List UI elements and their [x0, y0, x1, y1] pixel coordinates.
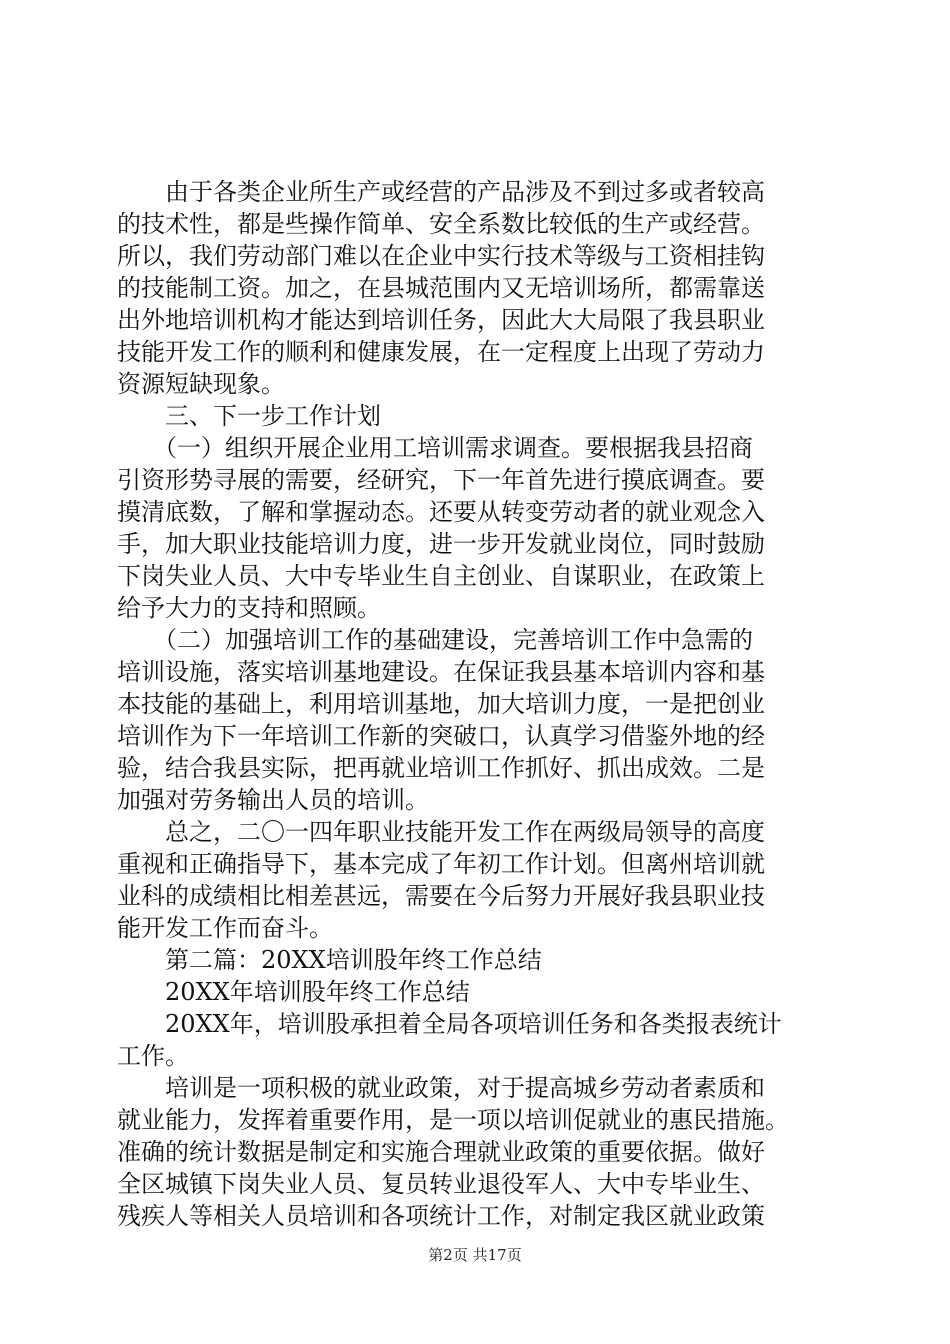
- text-line: 总之，二〇一四年职业技能开发工作在两级局领导的高度: [117, 818, 765, 846]
- text-line: 全区城镇下岗失业人员、复员转业退役军人、大中专毕业生、: [117, 1170, 765, 1198]
- text-line: 验，结合我县实际，把再就业培训工作抓好、抓出成效。二是: [117, 754, 765, 782]
- text-line: 本技能的基础上，利用培训基地，加大培训力度，一是把创业: [117, 690, 765, 718]
- text-line: 的技能制工资。加之，在县城范围内又无培训场所，都需靠送: [117, 274, 765, 302]
- text-line: 准确的统计数据是制定和实施合理就业政策的重要依据。做好: [117, 1138, 765, 1166]
- section-heading: 三、下一步工作计划: [117, 402, 381, 430]
- text-line: 给予大力的支持和照顾。: [117, 594, 381, 622]
- text-line: 引资形势寻展的需要，经研究，下一年首先进行摸底调查。要: [117, 466, 765, 494]
- text-line: 所以，我们劳动部门难以在企业中实行技术等级与工资相挂钩: [117, 242, 765, 270]
- text-line: （一）组织开展企业用工培训需求调查。要根据我县招商: [117, 434, 753, 462]
- text-line: 残疾人等相关人员培训和各项统计工作，对制定我区就业政策: [117, 1202, 765, 1230]
- chapter-heading: 第二篇：20XX培训股年终工作总结: [117, 946, 542, 974]
- chapter-subheading: 20XX年培训股年终工作总结: [117, 978, 470, 1006]
- text-line: 加强对劳务输出人员的培训。: [117, 786, 429, 814]
- text-line: 就业能力，发挥着重要作用，是一项以培训促就业的惠民措施。: [117, 1106, 789, 1134]
- text-line: 手，加大职业技能培训力度，进一步开发就业岗位，同时鼓励: [117, 530, 765, 558]
- text-line: 工作。: [117, 1042, 189, 1070]
- text-line: 培训是一项积极的就业政策，对于提高城乡劳动者素质和: [117, 1074, 765, 1102]
- text-line: 摸清底数，了解和掌握动态。还要从转变劳动者的就业观念入: [117, 498, 765, 526]
- text-line: 重视和正确指导下，基本完成了年初工作计划。但离州培训就: [117, 850, 765, 878]
- page-footer: 第2页 共17页: [428, 1246, 522, 1264]
- text-line: （二）加强培训工作的基础建设，完善培训工作中急需的: [117, 626, 753, 654]
- text-line: 的技术性，都是些操作简单、安全系数比较低的生产或经营。: [117, 210, 765, 238]
- text-line: 20XX年，培训股承担着全局各项培训任务和各类报表统计: [117, 1010, 782, 1038]
- text-line: 培训作为下一年培训工作新的突破口，认真学习借鉴外地的经: [117, 722, 765, 750]
- text-line: 能开发工作而奋斗。: [117, 914, 333, 942]
- text-line: 资源短缺现象。: [117, 370, 285, 398]
- text-line: 业科的成绩相比相差甚远，需要在今后努力开展好我县职业技: [117, 882, 765, 910]
- text-line: 技能开发工作的顺利和健康发展，在一定程度上出现了劳动力: [117, 338, 765, 366]
- text-line: 由于各类企业所生产或经营的产品涉及不到过多或者较高: [117, 178, 765, 206]
- text-line: 下岗失业人员、大中专毕业生自主创业、自谋职业，在政策上: [117, 562, 765, 590]
- text-line: 培训设施，落实培训基地建设。在保证我县基本培训内容和基: [117, 658, 765, 686]
- text-line: 出外地培训机构才能达到培训任务，因此大大局限了我县职业: [117, 306, 765, 334]
